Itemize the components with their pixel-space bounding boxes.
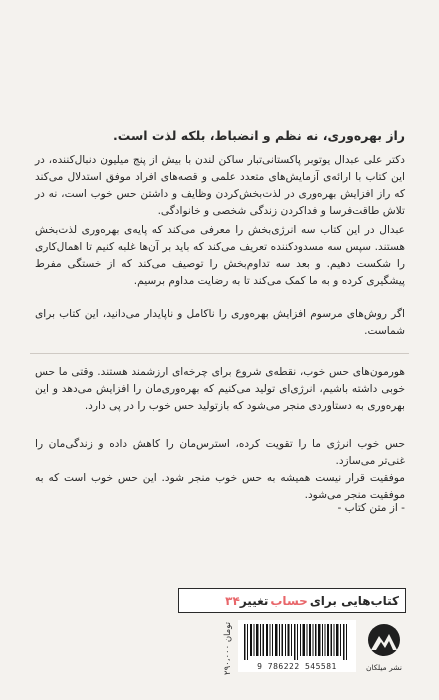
mountain-logo-icon xyxy=(362,622,406,660)
barcode-number: 9 786222 545581 xyxy=(257,662,337,671)
barcode-bars-icon xyxy=(244,624,350,660)
cover-heading: راز بهره‌وری، نه نظم و انضباط، بلکه لذت است. xyxy=(113,128,405,143)
series-suffix: تغییر xyxy=(239,593,269,608)
energizers-paragraph: عبدال در این کتاب سه انرژی‌بخش را معرفی می‌کند که پایه‌ی بهره‌وری لذت‌بخش هستند. سپس سه مسدودکننده تعریف می‌کند که باید بر آن‌ها غلبه کنیم تا اهمال‌کاری را شکست دهیم. و بعد سه تداوم‌بخش را توصیف می‌کند که از خستگی مفرط پیشگیری کرده و به ما کمک می‌کند تا به رضایت مداوم برسیم. xyxy=(35,224,405,287)
intro-paragraph: دکتر علی عبدال یوتوبر پاکستانی‌تبار ساکن لندن با بیش از پنج میلیون دنبال‌کننده، در این کتاب با ارائه‌ی آزمایش‌های متعدد علمی و قصه‌های افراد موفق استدلال می‌کند که راز افزایش بهره‌وری در لذت‌بخش‌کردن وظایف و داشتن حس خوب است، نه در تلاش طاقت‌فرسا و فداکردن زندگی شخصی و خانوادگی. xyxy=(35,154,405,217)
barcode xyxy=(238,620,356,672)
publisher-logo xyxy=(362,622,406,672)
publisher-name: نشر میلکان xyxy=(366,663,402,672)
series-number: ۳۴ xyxy=(225,593,240,608)
quote-paragraph-2: حس خوب انرژی ما را تقویت کرده، استرس‌مان را کاهش داده و زندگی‌مان را غنی‌تر می‌سازد. xyxy=(35,438,405,467)
section-divider xyxy=(30,353,409,354)
series-prefix: کتاب‌هایی برای xyxy=(309,593,399,608)
closing-paragraph: اگر روش‌های مرسوم افزایش بهره‌وری را ناکامل و ناپایدار می‌دانید، این کتاب برای شماست. xyxy=(35,308,405,337)
quote-paragraph-3: موفقیت قرار نیست همیشه به حس خوب منجر شود. این حس خوب است که به موفقیت منجر می‌شود. xyxy=(35,472,405,501)
series-label xyxy=(178,588,406,613)
quote-source: - از متن کتاب - xyxy=(337,502,405,514)
series-accent-word: حساب xyxy=(270,593,308,608)
quote-paragraph-1: هورمون‌های حس خوب، نقطه‌ی شروع برای چرخه‌ای ارزشمند هستند. وقتی ما حس خوبی داشته باشیم، انرژی‌ای تولید می‌کنیم که بهره‌وری‌مان را افزایش می‌دهد و این بهره‌وری به دستاوردی منجر می‌شود که بازتولید حس خوب را در پی دارد. xyxy=(35,366,405,412)
price-label: ۲۹۰،۰۰۰ تومان xyxy=(223,622,233,675)
